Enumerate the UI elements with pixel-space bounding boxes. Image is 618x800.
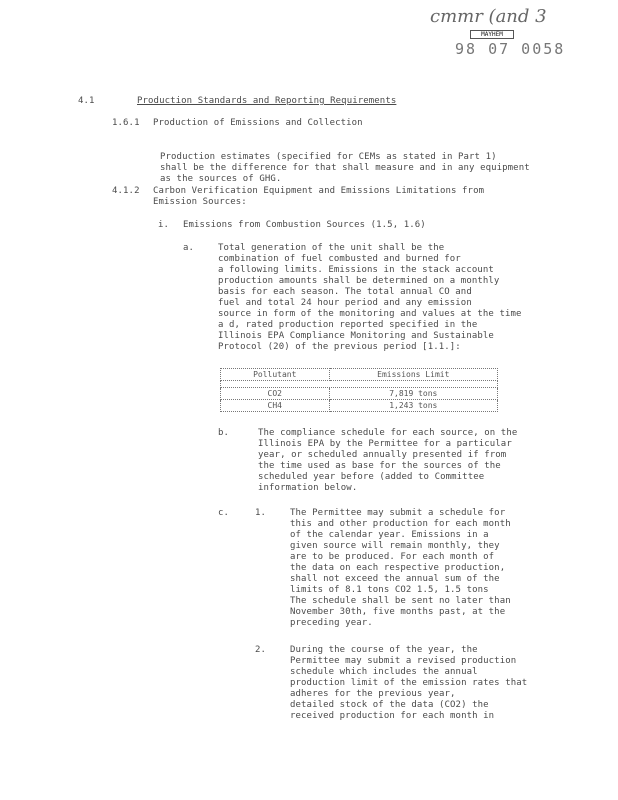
item-c-1-line-9: The schedule shall be sent no later than (290, 596, 511, 606)
table-row (221, 388, 498, 400)
item-c-1-line-2: this and other production for each month (290, 519, 511, 529)
item-a-line-8: a d, rated production reported specified in the (218, 320, 478, 330)
table-header-row (221, 369, 498, 381)
section-number: 4.1 (78, 96, 95, 106)
item-b-marker: b. (218, 428, 230, 438)
item-c-1-line-7: shall not exceed the annual sum of the (290, 574, 500, 584)
item-a-line-10: Protocol (20) of the previous period [1.1.]: (218, 342, 461, 352)
item-a-line-3: a following limits. Emissions in the stack account (218, 265, 494, 275)
item-c-2-line-3: schedule which includes the annual (290, 667, 478, 677)
section-title: Production Standards and Reporting Requirements (137, 96, 397, 106)
item-c-1-line-6: the data on each respective production, (290, 563, 506, 573)
table-cell: CO2 (221, 388, 330, 400)
item-c-1-marker: 1. (255, 508, 267, 518)
item-b-line-3: year, or scheduled annually presented if from (258, 450, 507, 460)
item-c-2-line-6: detailed stock of the data (CO2) the (290, 700, 489, 710)
subsection-2-number: 4.1.2 (112, 186, 140, 196)
item-c-2-line-1: During the course of the year, the (290, 645, 478, 655)
item-c-marker: c. (218, 508, 230, 518)
item-c-1-line-10: November 30th, five months past, at the (290, 607, 506, 617)
item-b-line-6: information below. (258, 483, 358, 493)
table-cell: 1,243 tons (329, 400, 497, 412)
item-a-line-4: production amounts shall be determined on a monthly (218, 276, 500, 286)
subsection-1-number: 1.6.1 (112, 118, 140, 128)
item-c-1-line-8: limits of 8.1 tons CO2 1.5, 1.5 tons (290, 585, 489, 595)
document-id-stamp: 98 07 0058 (455, 40, 566, 58)
subsection-1-title: Production of Emissions and Collection (153, 118, 363, 128)
item-a-line-5: basis for each season. The total annual CO and (218, 287, 472, 297)
item-a-marker: a. (183, 243, 195, 253)
item-c-2-line-5: adheres for the previous year, (290, 689, 456, 699)
subsection-2-title-line-2: Emission Sources: (153, 197, 247, 207)
item-a-line-1: Total generation of the unit shall be the (218, 243, 445, 253)
subsection-1-line-3: as the sources of GHG. (160, 174, 282, 184)
stamp-label-box: MAYHEM (470, 30, 514, 39)
item-a-line-9: Illinois EPA Compliance Monitoring and Sustainable (218, 331, 494, 341)
item-c-1-line-1: The Permittee may submit a schedule for (290, 508, 506, 518)
item-a-line-7: source in form of the monitoring and values at the time (218, 309, 522, 319)
item-i-marker: i. (158, 220, 170, 230)
item-c-1-line-5: are to be produced. For each month of (290, 552, 495, 562)
table-cell: 7,819 tons (329, 388, 497, 400)
subsection-1-line-2: shall be the difference for that shall measure and in any equipment (160, 163, 530, 173)
table-header-pollutant: Pollutant (221, 369, 330, 381)
subsection-1-line-1: Production estimates (specified for CEMs as stated in Part 1) (160, 152, 497, 162)
item-c-1-line-11: preceding year. (290, 618, 373, 628)
item-i-text: Emissions from Combustion Sources (1.5, 1.6) (183, 220, 426, 230)
handwritten-signature: cmmr (and 3 (430, 6, 547, 27)
table-cell: CH4 (221, 400, 330, 412)
item-a-line-2: combination of fuel combusted and burned for (218, 254, 461, 264)
item-c-2-line-2: Permittee may submit a revised production (290, 656, 517, 666)
item-a-line-6: fuel and total 24 hour period and any emission (218, 298, 472, 308)
item-b-line-2: Illinois EPA by the Permittee for a particular (258, 439, 512, 449)
item-c-2-marker: 2. (255, 645, 267, 655)
item-c-2-line-4: production limit of the emission rates that (290, 678, 528, 688)
item-c-1-line-3: of the calendar year. Emissions in a (290, 530, 489, 540)
table-row (221, 381, 498, 388)
item-b-line-1: The compliance schedule for each source, on the (258, 428, 518, 438)
table-header-limit: Emissions Limit (329, 369, 497, 381)
emissions-limit-table (220, 368, 498, 412)
item-b-line-4: the time used as base for the sources of the (258, 461, 501, 471)
item-c-2-line-7: received production for each month in (290, 711, 495, 721)
subsection-2-title-line-1: Carbon Verification Equipment and Emissions Limitations from (153, 186, 485, 196)
item-c-1-line-4: given source will remain monthly, they (290, 541, 500, 551)
item-b-line-5: scheduled year before (added to Committee (258, 472, 485, 482)
table-row (221, 400, 498, 412)
